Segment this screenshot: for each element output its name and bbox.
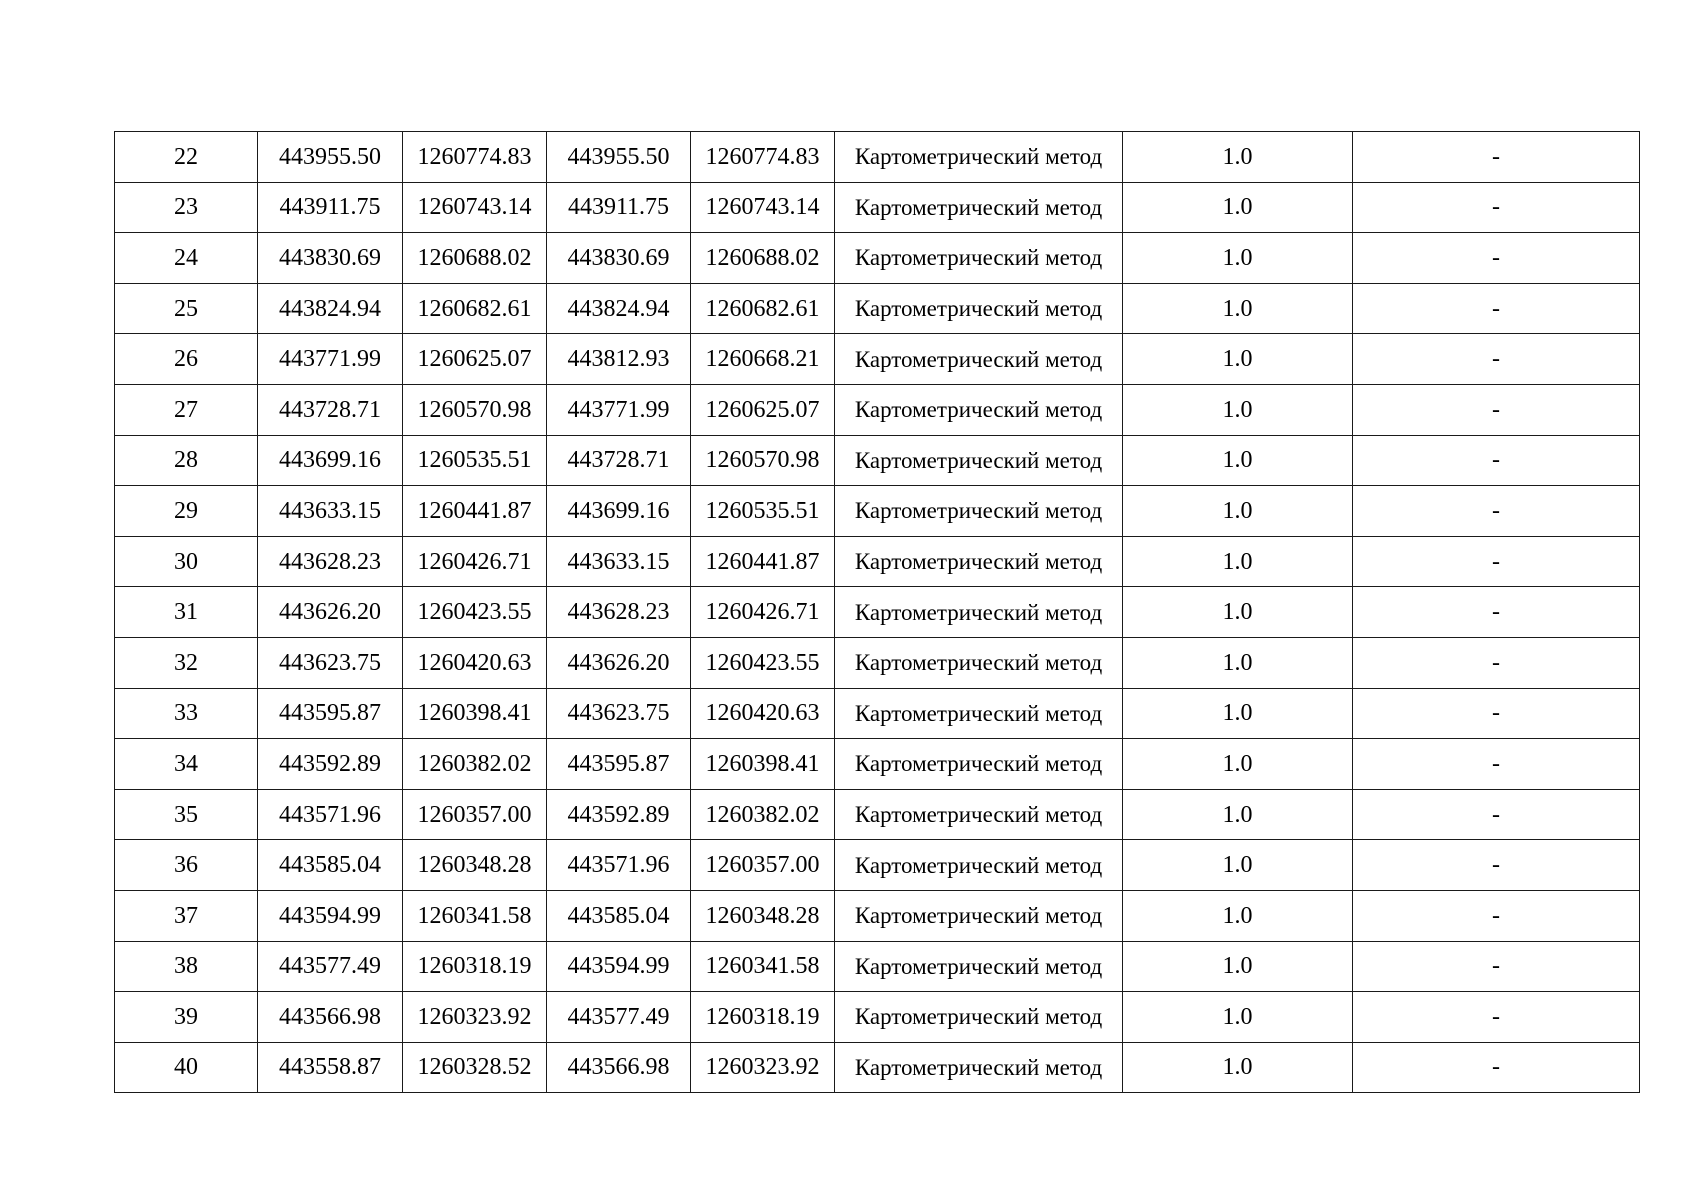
y-coordinate-prev-cell: 1260423.55 [691,637,835,688]
x-coordinate-cell: 443623.75 [258,637,403,688]
y-coordinate-prev-cell: 1260420.63 [691,688,835,739]
accuracy-cell: 1.0 [1123,384,1353,435]
note-cell: - [1353,536,1640,587]
note-cell: - [1353,435,1640,486]
accuracy-cell: 1.0 [1123,890,1353,941]
x-coordinate-prev-cell: 443955.50 [547,132,691,183]
y-coordinate-prev-cell: 1260441.87 [691,536,835,587]
accuracy-cell: 1.0 [1123,789,1353,840]
table-row [115,233,1640,284]
y-coordinate-cell: 1260441.87 [403,486,547,537]
point-number-cell: 26 [115,334,258,385]
point-number-cell: 33 [115,688,258,739]
x-coordinate-cell: 443566.98 [258,992,403,1043]
accuracy-cell: 1.0 [1123,587,1353,638]
accuracy-cell: 1.0 [1123,941,1353,992]
x-coordinate-cell: 443699.16 [258,435,403,486]
x-coordinate-cell: 443771.99 [258,334,403,385]
x-coordinate-prev-cell: 443699.16 [547,486,691,537]
accuracy-cell: 1.0 [1123,1042,1353,1093]
accuracy-cell: 1.0 [1123,182,1353,233]
x-coordinate-prev-cell: 443626.20 [547,637,691,688]
method-cell: Картометрический метод [835,132,1123,183]
method-cell: Картометрический метод [835,890,1123,941]
x-coordinate-prev-cell: 443812.93 [547,334,691,385]
point-number-cell: 37 [115,890,258,941]
y-coordinate-cell: 1260420.63 [403,637,547,688]
method-cell: Картометрический метод [835,233,1123,284]
x-coordinate-prev-cell: 443585.04 [547,890,691,941]
accuracy-cell: 1.0 [1123,840,1353,891]
accuracy-cell: 1.0 [1123,992,1353,1043]
accuracy-cell: 1.0 [1123,334,1353,385]
note-cell: - [1353,840,1640,891]
note-cell: - [1353,384,1640,435]
point-number-cell: 31 [115,587,258,638]
y-coordinate-cell: 1260398.41 [403,688,547,739]
accuracy-cell: 1.0 [1123,435,1353,486]
y-coordinate-cell: 1260328.52 [403,1042,547,1093]
method-cell: Картометрический метод [835,840,1123,891]
accuracy-cell: 1.0 [1123,637,1353,688]
table-row [115,132,1640,183]
x-coordinate-cell: 443728.71 [258,384,403,435]
y-coordinate-prev-cell: 1260398.41 [691,739,835,790]
x-coordinate-prev-cell: 443771.99 [547,384,691,435]
method-cell: Картометрический метод [835,789,1123,840]
table-row [115,182,1640,233]
note-cell: - [1353,739,1640,790]
accuracy-cell: 1.0 [1123,486,1353,537]
point-number-cell: 24 [115,233,258,284]
x-coordinate-cell: 443577.49 [258,941,403,992]
note-cell: - [1353,1042,1640,1093]
x-coordinate-cell: 443628.23 [258,536,403,587]
x-coordinate-cell: 443824.94 [258,283,403,334]
y-coordinate-cell: 1260323.92 [403,992,547,1043]
y-coordinate-cell: 1260357.00 [403,789,547,840]
y-coordinate-cell: 1260348.28 [403,840,547,891]
point-number-cell: 30 [115,536,258,587]
note-cell: - [1353,334,1640,385]
y-coordinate-prev-cell: 1260341.58 [691,941,835,992]
x-coordinate-cell: 443592.89 [258,739,403,790]
x-coordinate-cell: 443955.50 [258,132,403,183]
table-row [115,789,1640,840]
y-coordinate-prev-cell: 1260688.02 [691,233,835,284]
note-cell: - [1353,789,1640,840]
x-coordinate-cell: 443830.69 [258,233,403,284]
accuracy-cell: 1.0 [1123,283,1353,334]
y-coordinate-cell: 1260570.98 [403,384,547,435]
note-cell: - [1353,283,1640,334]
note-cell: - [1353,941,1640,992]
accuracy-cell: 1.0 [1123,739,1353,790]
y-coordinate-prev-cell: 1260625.07 [691,384,835,435]
point-number-cell: 28 [115,435,258,486]
y-coordinate-prev-cell: 1260668.21 [691,334,835,385]
y-coordinate-cell: 1260426.71 [403,536,547,587]
method-cell: Картометрический метод [835,536,1123,587]
y-coordinate-prev-cell: 1260357.00 [691,840,835,891]
y-coordinate-prev-cell: 1260570.98 [691,435,835,486]
x-coordinate-cell: 443633.15 [258,486,403,537]
x-coordinate-prev-cell: 443592.89 [547,789,691,840]
x-coordinate-prev-cell: 443595.87 [547,739,691,790]
note-cell: - [1353,637,1640,688]
method-cell: Картометрический метод [835,688,1123,739]
table-row [115,536,1640,587]
x-coordinate-cell: 443585.04 [258,840,403,891]
x-coordinate-cell: 443911.75 [258,182,403,233]
point-number-cell: 32 [115,637,258,688]
x-coordinate-cell: 443595.87 [258,688,403,739]
y-coordinate-prev-cell: 1260426.71 [691,587,835,638]
method-cell: Картометрический метод [835,992,1123,1043]
x-coordinate-prev-cell: 443623.75 [547,688,691,739]
table-row [115,941,1640,992]
note-cell: - [1353,587,1640,638]
method-cell: Картометрический метод [835,739,1123,790]
x-coordinate-cell: 443626.20 [258,587,403,638]
y-coordinate-cell: 1260423.55 [403,587,547,638]
point-number-cell: 22 [115,132,258,183]
table-row [115,384,1640,435]
x-coordinate-prev-cell: 443628.23 [547,587,691,638]
y-coordinate-prev-cell: 1260323.92 [691,1042,835,1093]
point-number-cell: 25 [115,283,258,334]
note-cell: - [1353,233,1640,284]
method-cell: Картометрический метод [835,182,1123,233]
note-cell: - [1353,890,1640,941]
table-row [115,486,1640,537]
table-row [115,283,1640,334]
y-coordinate-cell: 1260688.02 [403,233,547,284]
x-coordinate-cell: 443558.87 [258,1042,403,1093]
x-coordinate-prev-cell: 443577.49 [547,992,691,1043]
x-coordinate-prev-cell: 443911.75 [547,182,691,233]
y-coordinate-prev-cell: 1260382.02 [691,789,835,840]
point-number-cell: 38 [115,941,258,992]
y-coordinate-cell: 1260341.58 [403,890,547,941]
table-row [115,739,1640,790]
x-coordinate-cell: 443594.99 [258,890,403,941]
y-coordinate-prev-cell: 1260348.28 [691,890,835,941]
x-coordinate-prev-cell: 443633.15 [547,536,691,587]
y-coordinate-cell: 1260318.19 [403,941,547,992]
table-row [115,587,1640,638]
method-cell: Картометрический метод [835,587,1123,638]
y-coordinate-cell: 1260743.14 [403,182,547,233]
y-coordinate-cell: 1260625.07 [403,334,547,385]
accuracy-cell: 1.0 [1123,233,1353,284]
y-coordinate-prev-cell: 1260743.14 [691,182,835,233]
table-row [115,688,1640,739]
table-row [115,637,1640,688]
x-coordinate-prev-cell: 443824.94 [547,283,691,334]
point-number-cell: 27 [115,384,258,435]
table-row [115,992,1640,1043]
point-number-cell: 23 [115,182,258,233]
method-cell: Картометрический метод [835,283,1123,334]
table-row [115,334,1640,385]
note-cell: - [1353,182,1640,233]
method-cell: Картометрический метод [835,435,1123,486]
accuracy-cell: 1.0 [1123,536,1353,587]
point-number-cell: 39 [115,992,258,1043]
accuracy-cell: 1.0 [1123,132,1353,183]
x-coordinate-prev-cell: 443566.98 [547,1042,691,1093]
method-cell: Картометрический метод [835,486,1123,537]
method-cell: Картометрический метод [835,637,1123,688]
method-cell: Картометрический метод [835,1042,1123,1093]
y-coordinate-cell: 1260382.02 [403,739,547,790]
accuracy-cell: 1.0 [1123,688,1353,739]
table-row [115,840,1640,891]
x-coordinate-prev-cell: 443594.99 [547,941,691,992]
table-body [115,132,1640,1093]
point-number-cell: 34 [115,739,258,790]
x-coordinate-prev-cell: 443728.71 [547,435,691,486]
y-coordinate-cell: 1260535.51 [403,435,547,486]
table-row [115,890,1640,941]
note-cell: - [1353,486,1640,537]
point-number-cell: 35 [115,789,258,840]
x-coordinate-prev-cell: 443830.69 [547,233,691,284]
y-coordinate-prev-cell: 1260682.61 [691,283,835,334]
y-coordinate-prev-cell: 1260774.83 [691,132,835,183]
note-cell: - [1353,992,1640,1043]
y-coordinate-cell: 1260682.61 [403,283,547,334]
point-number-cell: 40 [115,1042,258,1093]
point-number-cell: 29 [115,486,258,537]
coordinates-table [114,131,1640,1093]
point-number-cell: 36 [115,840,258,891]
table-row [115,435,1640,486]
method-cell: Картометрический метод [835,334,1123,385]
method-cell: Картометрический метод [835,384,1123,435]
note-cell: - [1353,132,1640,183]
table-row [115,1042,1640,1093]
y-coordinate-cell: 1260774.83 [403,132,547,183]
method-cell: Картометрический метод [835,941,1123,992]
x-coordinate-cell: 443571.96 [258,789,403,840]
y-coordinate-prev-cell: 1260535.51 [691,486,835,537]
y-coordinate-prev-cell: 1260318.19 [691,992,835,1043]
note-cell: - [1353,688,1640,739]
x-coordinate-prev-cell: 443571.96 [547,840,691,891]
